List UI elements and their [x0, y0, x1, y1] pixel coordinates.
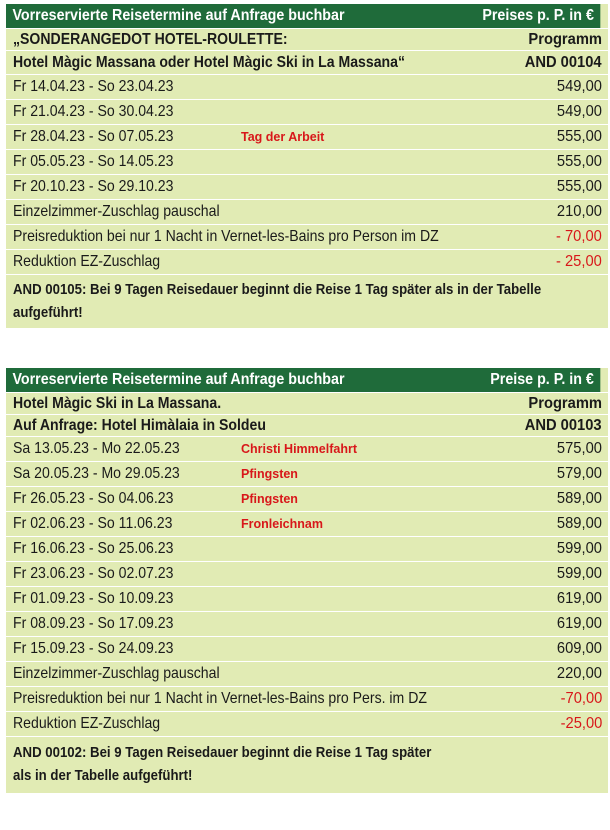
- table-row: [6, 74, 608, 99]
- header-title: Vorreservierte Reisetermine auf Anfrage buchbar: [12, 7, 345, 24]
- table-header: [6, 368, 600, 392]
- table-row: [6, 436, 608, 461]
- table-row: [6, 686, 608, 711]
- travel-dates: Fr 21.04.23 - So 30.04.23: [13, 103, 174, 120]
- reduction-label: Reduktion EZ-Zuschlag: [13, 715, 161, 732]
- price: 599,00: [556, 540, 602, 557]
- footnote: [6, 736, 608, 793]
- price-table-and-00104: [6, 4, 608, 328]
- holiday-label: Christi Himmelfahrt: [241, 442, 357, 456]
- reduction-amount: - 25,00: [556, 253, 602, 270]
- table-row: [6, 50, 608, 74]
- reduction-label: Preisreduktion bei nur 1 Nacht in Vernet-les-Bains pro Person im DZ: [13, 228, 439, 245]
- reduction-amount: -70,00: [560, 690, 602, 707]
- single-room-surcharge-label: Einzelzimmer-Zuschlag pauschal: [13, 665, 220, 682]
- table-row: [6, 461, 608, 486]
- travel-dates: Fr 28.04.23 - So 07.05.23: [13, 128, 174, 145]
- holiday-label: Tag der Arbeit: [241, 130, 325, 144]
- price: 619,00: [556, 615, 602, 632]
- travel-dates: Fr 15.09.23 - So 24.09.23: [13, 640, 174, 657]
- table-row: [6, 28, 608, 50]
- program-title: „SONDERANGEDOT HOTEL-ROULETTE:: [13, 30, 288, 48]
- travel-dates: Fr 23.06.23 - So 02.07.23: [13, 565, 174, 582]
- hotel-name: Hotel Màgic Massana oder Hotel Màgic Ski in La Massana“: [13, 53, 406, 71]
- travel-dates: Fr 14.04.23 - So 23.04.23: [13, 78, 174, 95]
- table-row: [6, 249, 608, 274]
- table-row: [6, 174, 608, 199]
- table-row: [6, 536, 608, 561]
- table-header: [6, 4, 600, 28]
- program-label: Programm: [528, 30, 602, 48]
- price: 220,00: [556, 665, 602, 682]
- reduction-label: Preisreduktion bei nur 1 Nacht in Vernet-les-Bains pro Pers. im DZ: [13, 690, 427, 707]
- holiday-label: Fronleichnam: [241, 517, 323, 531]
- table-row: [6, 99, 608, 124]
- table-row: [6, 561, 608, 586]
- table-row: [6, 486, 608, 511]
- travel-dates: Fr 16.06.23 - So 25.06.23: [13, 540, 174, 557]
- travel-dates: Sa 13.05.23 - Mo 22.05.23: [13, 440, 180, 457]
- table-row: [6, 636, 608, 661]
- program-code: AND 00103: [525, 416, 602, 434]
- price: 549,00: [556, 78, 602, 95]
- travel-dates: Fr 01.09.23 - So 10.09.23: [13, 590, 174, 607]
- table-row: [6, 124, 608, 149]
- table-row: [6, 149, 608, 174]
- price: 589,00: [556, 515, 602, 532]
- header-title: Vorreservierte Reisetermine auf Anfrage buchbar: [12, 371, 345, 388]
- holiday-label: Pfingsten: [241, 467, 298, 481]
- travel-dates: Fr 08.09.23 - So 17.09.23: [13, 615, 174, 632]
- price-table-and-00103: [6, 368, 608, 793]
- travel-dates: Fr 05.05.23 - So 14.05.23: [13, 153, 174, 170]
- travel-dates: Fr 02.06.23 - So 11.06.23: [13, 515, 173, 532]
- travel-dates: Fr 20.10.23 - So 29.10.23: [13, 178, 174, 195]
- price: 599,00: [556, 565, 602, 582]
- price: 575,00: [556, 440, 602, 457]
- footnote-line: AND 00102: Bei 9 Tagen Reisedauer beginnt die Reise 1 Tag später: [13, 744, 432, 761]
- reduction-amount: - 70,00: [556, 228, 602, 245]
- price: 579,00: [556, 465, 602, 482]
- table-row: [6, 414, 608, 436]
- price: 619,00: [556, 590, 602, 607]
- table-row: [6, 199, 608, 224]
- single-room-surcharge-label: Einzelzimmer-Zuschlag pauschal: [13, 203, 220, 220]
- table-row: [6, 511, 608, 536]
- table-row: [6, 392, 608, 414]
- price: 555,00: [556, 153, 602, 170]
- hotel-on-request: Auf Anfrage: Hotel Himàlaia in Soldeu: [13, 416, 266, 434]
- footnote-line: als in der Tabelle aufgeführt!: [13, 767, 193, 784]
- price: 609,00: [556, 640, 602, 657]
- hotel-name: Hotel Màgic Ski in La Massana.: [13, 394, 222, 412]
- price: 555,00: [556, 128, 602, 145]
- table-row: [6, 661, 608, 686]
- program-code: AND 00104: [525, 53, 602, 71]
- table-row: [6, 586, 608, 611]
- travel-dates: Fr 26.05.23 - So 04.06.23: [13, 490, 174, 507]
- price: 555,00: [556, 178, 602, 195]
- price: 549,00: [556, 103, 602, 120]
- footnote-text: AND 00105: Bei 9 Tagen Reisedauer beginnt die Reise 1 Tag später als in der Tabelle aufgeführt!: [13, 281, 542, 321]
- holiday-label: Pfingsten: [241, 492, 298, 506]
- table-row: [6, 711, 608, 736]
- header-price-label: Preise p. P. in €: [490, 371, 594, 388]
- price: 589,00: [556, 490, 602, 507]
- footnote: [6, 274, 608, 328]
- program-label: Programm: [528, 394, 602, 412]
- table-row: [6, 224, 608, 249]
- reduction-label: Reduktion EZ-Zuschlag: [13, 253, 161, 270]
- price: 210,00: [556, 203, 602, 220]
- table-row: [6, 611, 608, 636]
- header-price-label: Preises p. P. in €: [482, 7, 594, 24]
- reduction-amount: -25,00: [560, 715, 602, 732]
- travel-dates: Sa 20.05.23 - Mo 29.05.23: [13, 465, 180, 482]
